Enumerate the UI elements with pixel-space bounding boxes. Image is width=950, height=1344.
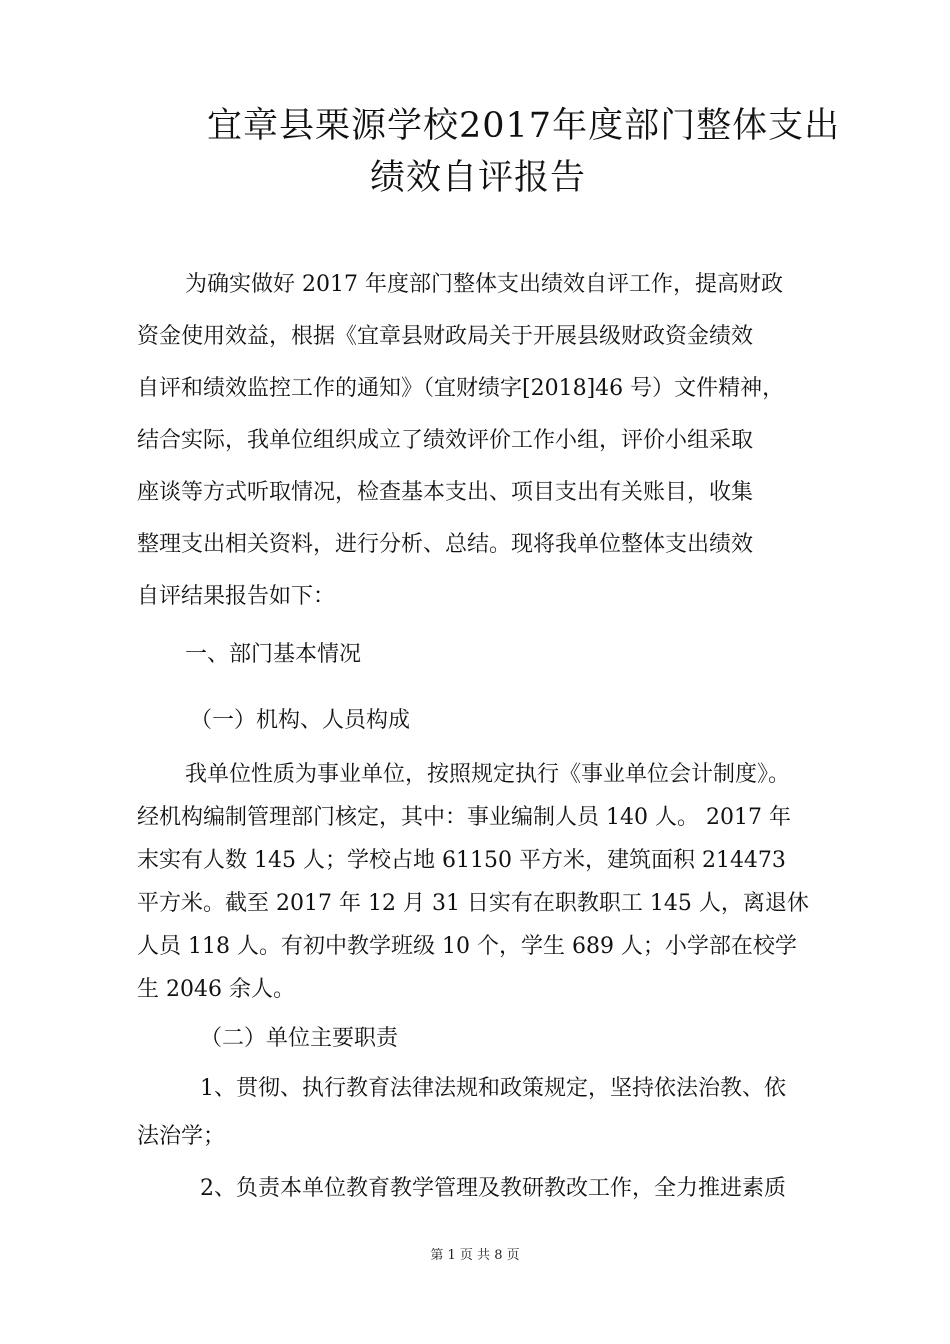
duty-2-line-1: 2、负责本单位教育教学管理及教研教改工作，全力推进素质 — [200, 1176, 786, 1201]
document-title-line-1: 宜章县栗源学校2017年度部门整体支出 — [207, 106, 841, 146]
intro-line-4: 结合实际，我单位组织成立了绩效评价工作小组，评价小组采取 — [137, 428, 754, 453]
intro-line-1: 为确实做好 2017 年度部门整体支出绩效自评工作，提高财政 — [185, 272, 783, 297]
page-footer: 第 1 页 共 8 页 — [430, 1248, 520, 1263]
p1-line-2: 经机构编制管理部门核定，其中：事业编制人员 140 人。 2017 年 — [137, 805, 791, 830]
duty-1-line-2: 法治学； — [137, 1124, 226, 1149]
duty-1-line-1: 1、贯彻、执行教育法律法规和政策规定，坚持依法治教、依 — [200, 1076, 786, 1101]
p1-line-6: 生 2046 余人。 — [137, 977, 295, 1002]
document-title-line-2: 绩效自评报告 — [370, 158, 587, 198]
intro-line-3: 自评和绩效监控工作的通知》（宜财绩字[2018]46 号）文件精神， — [137, 376, 785, 401]
intro-line-2: 资金使用效益，根据《宜章县财政局关于开展县级财政资金绩效 — [137, 324, 754, 349]
subsection-heading-1: （一）机构、人员构成 — [190, 708, 411, 733]
intro-line-6: 整理支出相关资料，进行分析、总结。现将我单位整体支出绩效 — [137, 532, 754, 557]
p1-line-3: 末实有人数 145 人；学校占地 61150 平方米，建筑面积 214473 — [137, 848, 786, 873]
subsection-heading-2: （二）单位主要职责 — [200, 1026, 399, 1051]
p1-line-4: 平方米。截至 2017 年 12 月 31 日实有在职教职工 145 人，离退休 — [137, 891, 809, 916]
intro-line-5: 座谈等方式听取情况，检查基本支出、项目支出有关账目，收集 — [137, 480, 754, 505]
section-heading-1: 一、部门基本情况 — [185, 642, 362, 667]
p1-line-1: 我单位性质为事业单位，按照规定执行《事业单位会计制度》。 — [185, 762, 791, 787]
p1-line-5: 人员 118 人。有初中教学班级 10 个，学生 689 人；小学部在校学 — [137, 934, 797, 959]
intro-line-7: 自评结果报告如下： — [137, 584, 336, 609]
